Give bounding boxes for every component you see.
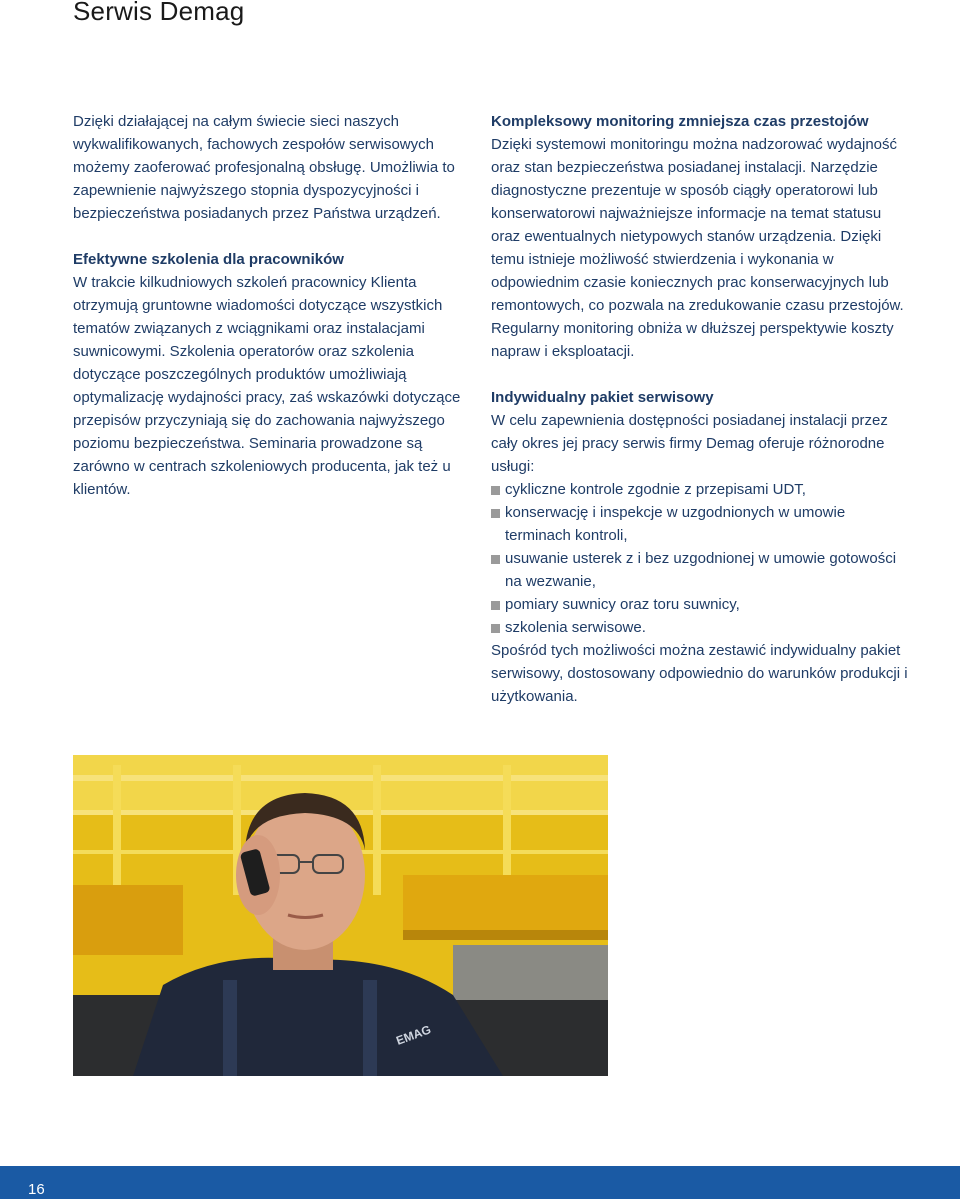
service-list [491, 478, 911, 639]
list-item-text: usuwanie usterek z i bez uzgodnionej w umowie gotowości na wezwanie, [505, 550, 897, 590]
technician-photo [73, 755, 608, 1076]
list-item [491, 478, 911, 501]
training-heading: Efektywne szkolenia dla pracowników [73, 251, 344, 268]
footer-bar [0, 1166, 960, 1199]
intro-paragraph: Dzięki działającej na całym świecie sieci naszych wykwalifikowanych, fachowych zespołów serwisowych możemy zaoferować profesjonalną obsługę. Umożliwia to zapewnienie najwyższego stopnia dyspozycyjności i bezpieczeństwa posiadanych przez Państwa urządzeń. [73, 113, 455, 222]
service-package-outro: Spośród tych możliwości można zestawić indywidualny pakiet serwisowy, dostosowany odpowiednio do warunków produkcji i użytkowania. [491, 642, 908, 705]
square-bullet-icon [491, 555, 500, 564]
monitoring-paragraph: Dzięki systemowi monitoringu można nadzorować wydajność oraz stan bezpieczeństwa posiadanej instalacji. Narzędzie diagnostyczne prezentuje w sposób ciągły operatorowi lub konserwatorowi najważniejsze informacje na temat statusu oraz ewentualnych nietypowych stanów urządzenia. Dzięki temu istnieje możliwość stwierdzenia i wykonania w odpowiednim czasie koniecznych prac konserwacyjnych lub remontowych, co pozwala na zredukowanie czasu przestojów. Regularny monitoring obniża w dłuższej perspektywie koszty napraw i eksploatacji. [491, 136, 904, 360]
page-title: Serwis Demag [73, 0, 245, 26]
list-item-text: szkolenia serwisowe. [505, 619, 646, 636]
square-bullet-icon [491, 509, 500, 518]
square-bullet-icon [491, 486, 500, 495]
service-package-intro: W celu zapewnienia dostępności posiadanej instalacji przez cały okres jej pracy serwis firmy Demag oferuje różnorodne usługi: [491, 412, 888, 475]
right-column [491, 110, 911, 708]
list-item [491, 501, 911, 547]
list-item [491, 593, 911, 616]
technician-on-phone-illustration [73, 755, 608, 1076]
list-item-text: pomiary suwnicy oraz toru suwnicy, [505, 596, 740, 613]
left-column [73, 110, 473, 501]
service-package-heading: Indywidualny pakiet serwisowy [491, 389, 714, 406]
list-item-text: konserwację i inspekcje w uzgodnionych w umowie terminach kontroli, [505, 504, 846, 544]
shirt-logo: EMAG [394, 1022, 433, 1048]
square-bullet-icon [491, 601, 500, 610]
list-item [491, 547, 911, 593]
list-item-text: cykliczne kontrole zgodnie z przepisami UDT, [505, 481, 806, 498]
square-bullet-icon [491, 624, 500, 633]
training-paragraph: W trakcie kilkudniowych szkoleń pracownicy Klienta otrzymują gruntowne wiadomości dotyczące wszystkich tematów związanych z wciągnikami oraz instalacjami suwnicowymi. Szkolenia operatorów oraz szkolenia dotyczące poszczególnych produktów umożliwiają optymalizację wydajności pracy, zaś wskazówki dotyczące przepisów przyczyniają się do zachowania najwyższego poziomu bezpieczeństwa. Seminaria prowadzone są zarówno w centrach szkoleniowych producenta, jak też u klientów. [73, 274, 461, 498]
page-number: 16 [28, 1181, 45, 1198]
list-item [491, 616, 911, 639]
monitoring-heading: Kompleksowy monitoring zmniejsza czas przestojów [491, 113, 869, 130]
